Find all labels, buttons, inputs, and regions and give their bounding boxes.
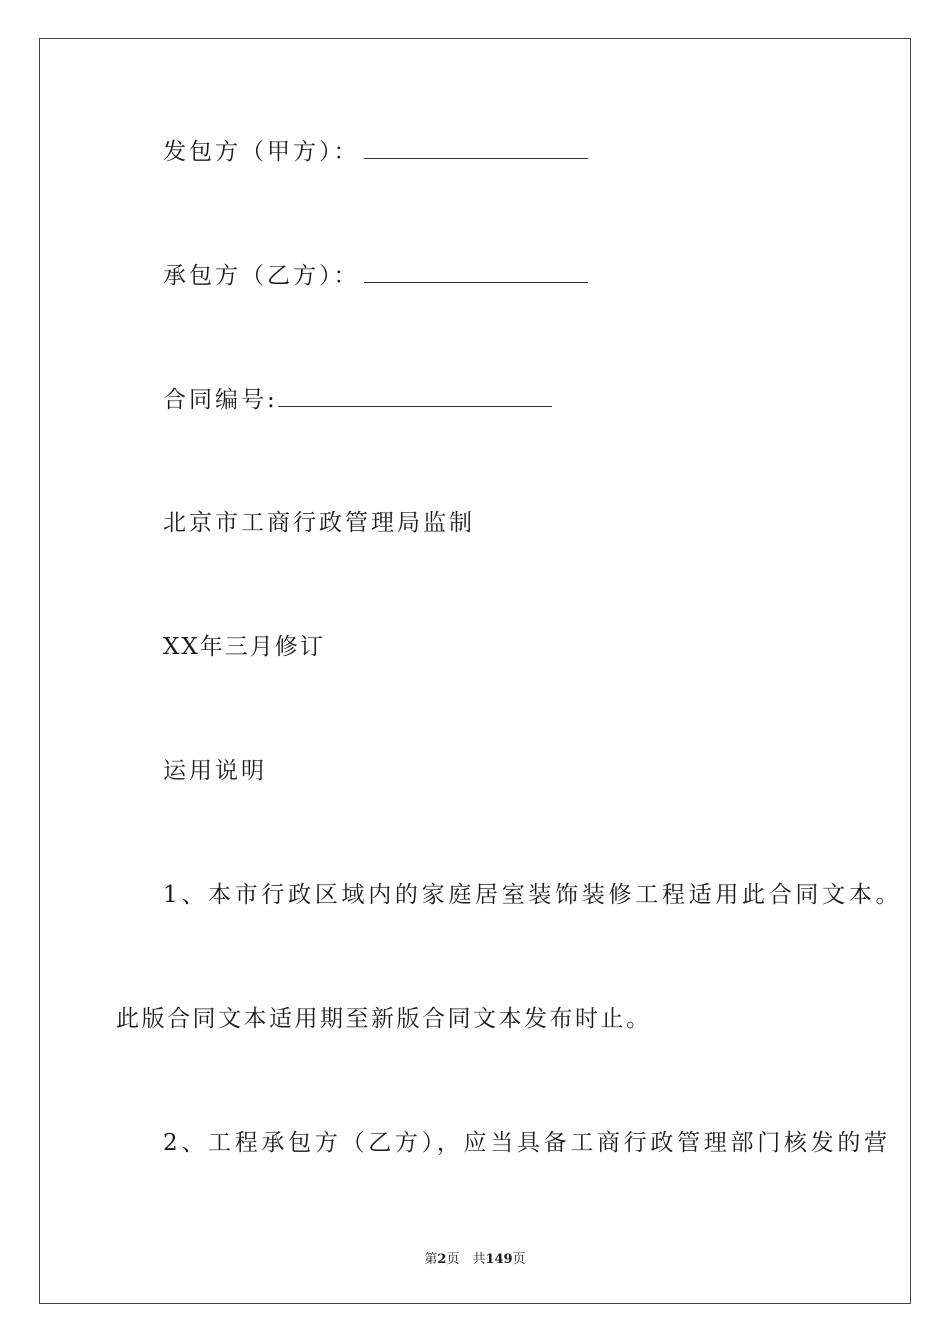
contract-no-line [163, 384, 552, 415]
footer-page-prefix: 第 [424, 1252, 438, 1267]
party-a-blank [364, 136, 588, 159]
footer-page-mid: 页 共 [446, 1252, 486, 1267]
party-a-label: 发包方（甲方）： [163, 139, 360, 165]
item1-line2: 此版合同文本适用期至新版合同文本发布时止。 [116, 1006, 652, 1032]
contract-no-blank [278, 384, 552, 407]
item1-line1: 1、本市行政区域内的家庭居室装饰装修工程适用此合同文本。 [163, 882, 903, 908]
page-border [39, 38, 911, 1304]
party-b-label: 承包方（乙方）： [163, 263, 360, 289]
revision-text: XX年三月修订 [163, 634, 325, 660]
footer-page-total: 149 [485, 1252, 513, 1267]
party-b-blank [364, 260, 588, 283]
footer-page-current: 2 [437, 1252, 447, 1267]
footer-page-suffix: 页 [512, 1252, 526, 1267]
party-b-line [163, 260, 588, 291]
party-a-line [163, 136, 588, 167]
page-footer [0, 1248, 950, 1267]
contract-no-label: 合同编号: [163, 387, 278, 413]
supervisor-text: 北京市工商行政管理局监制 [163, 510, 475, 536]
usage-heading: 运用说明 [163, 758, 267, 784]
item2-line1: 2、工程承包方（乙方），应当具备工商行政管理部门核发的营 [163, 1130, 891, 1156]
